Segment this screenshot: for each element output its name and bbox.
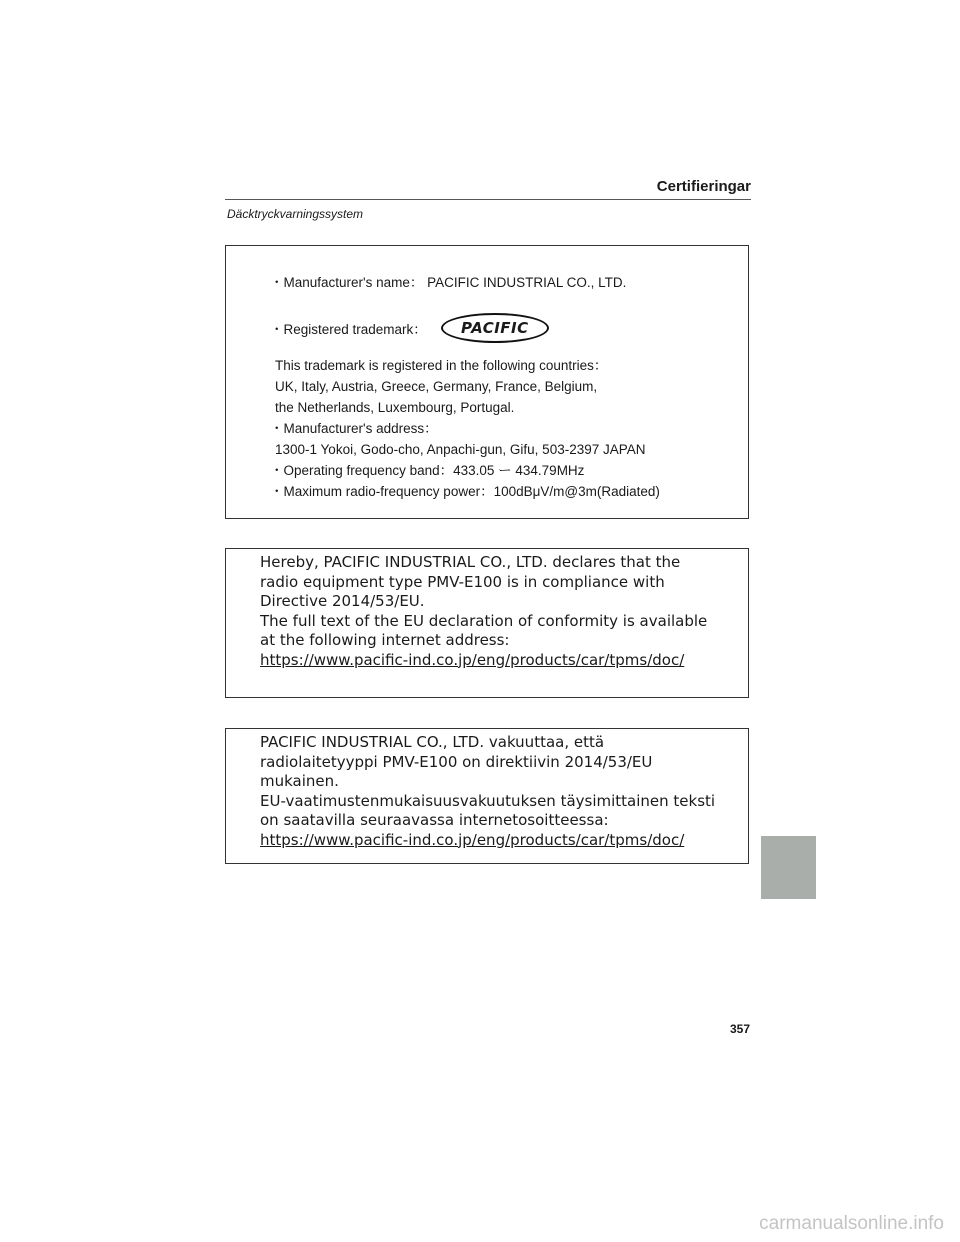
chapter-title: Certifieringar: [656, 178, 751, 195]
declaration-line: radiolaitetyyppi PMV-E100 on direktiivin 2014/53/EU: [260, 752, 653, 771]
header-divider: [225, 199, 751, 200]
eu-declaration-finnish-box: [225, 728, 749, 864]
manufacturer-name: ・Manufacturer's name： PACIFIC INDUSTRIAL CO., LTD.: [270, 275, 627, 290]
max-rf-power: ・Maximum radio-frequency power：100dBμV/m@3m(Radiated): [270, 484, 660, 499]
chapter-side-tab: [761, 836, 816, 899]
countries-line-2: the Netherlands, Luxembourg, Portugal.: [275, 400, 515, 415]
declaration-url-link[interactable]: https://www.pacific-ind.co.jp/eng/products/car/tpms/doc/: [260, 650, 685, 669]
frequency-band: ・Operating frequency band：433.05 ー 434.79MHz: [270, 463, 585, 478]
declaration-line: on saatavilla seuraavassa internetosoitteessa:: [260, 811, 609, 829]
address-label: ・Manufacturer's address：: [270, 421, 438, 436]
pacific-logo: PACIFIC: [441, 313, 549, 343]
trademark-row: [270, 313, 660, 343]
declaration-line: EU-vaatimustenmukaisuusvakuutuksen täysimittainen teksti: [260, 791, 716, 810]
declaration-line: PACIFIC INDUSTRIAL CO., LTD. vakuuttaa, että: [260, 733, 605, 751]
declaration-line: at the following internet address:: [260, 631, 510, 649]
countries-line-1: UK, Italy, Austria, Greece, Germany, France, Belgium,: [275, 379, 598, 394]
countries-intro: This trademark is registered in the following countries：: [275, 358, 608, 373]
eu-declaration-english-box: [225, 548, 749, 698]
watermark: carmanualsonline.info: [759, 1213, 944, 1234]
declaration-line: Hereby, PACIFIC INDUSTRIAL CO., LTD. declares that the: [260, 553, 681, 571]
trademark-label: ・Registered trademark：: [270, 322, 427, 337]
address-value: 1300-1 Yokoi, Godo-cho, Anpachi-gun, Gifu, 503-2397 JAPAN: [275, 442, 646, 457]
declaration-line: The full text of the EU declaration of conformity is available: [260, 611, 708, 630]
section-title: Däcktryckvarningssystem: [227, 207, 364, 221]
declaration-line: mukainen.: [260, 772, 339, 790]
declaration-url-link[interactable]: https://www.pacific-ind.co.jp/eng/products/car/tpms/doc/: [260, 830, 685, 849]
page-number: 357: [729, 1022, 750, 1036]
manufacturer-info-box: [225, 245, 749, 519]
declaration-line: Directive 2014/53/EU.: [260, 592, 425, 610]
declaration-line: radio equipment type PMV-E100 is in compliance with: [260, 572, 665, 591]
